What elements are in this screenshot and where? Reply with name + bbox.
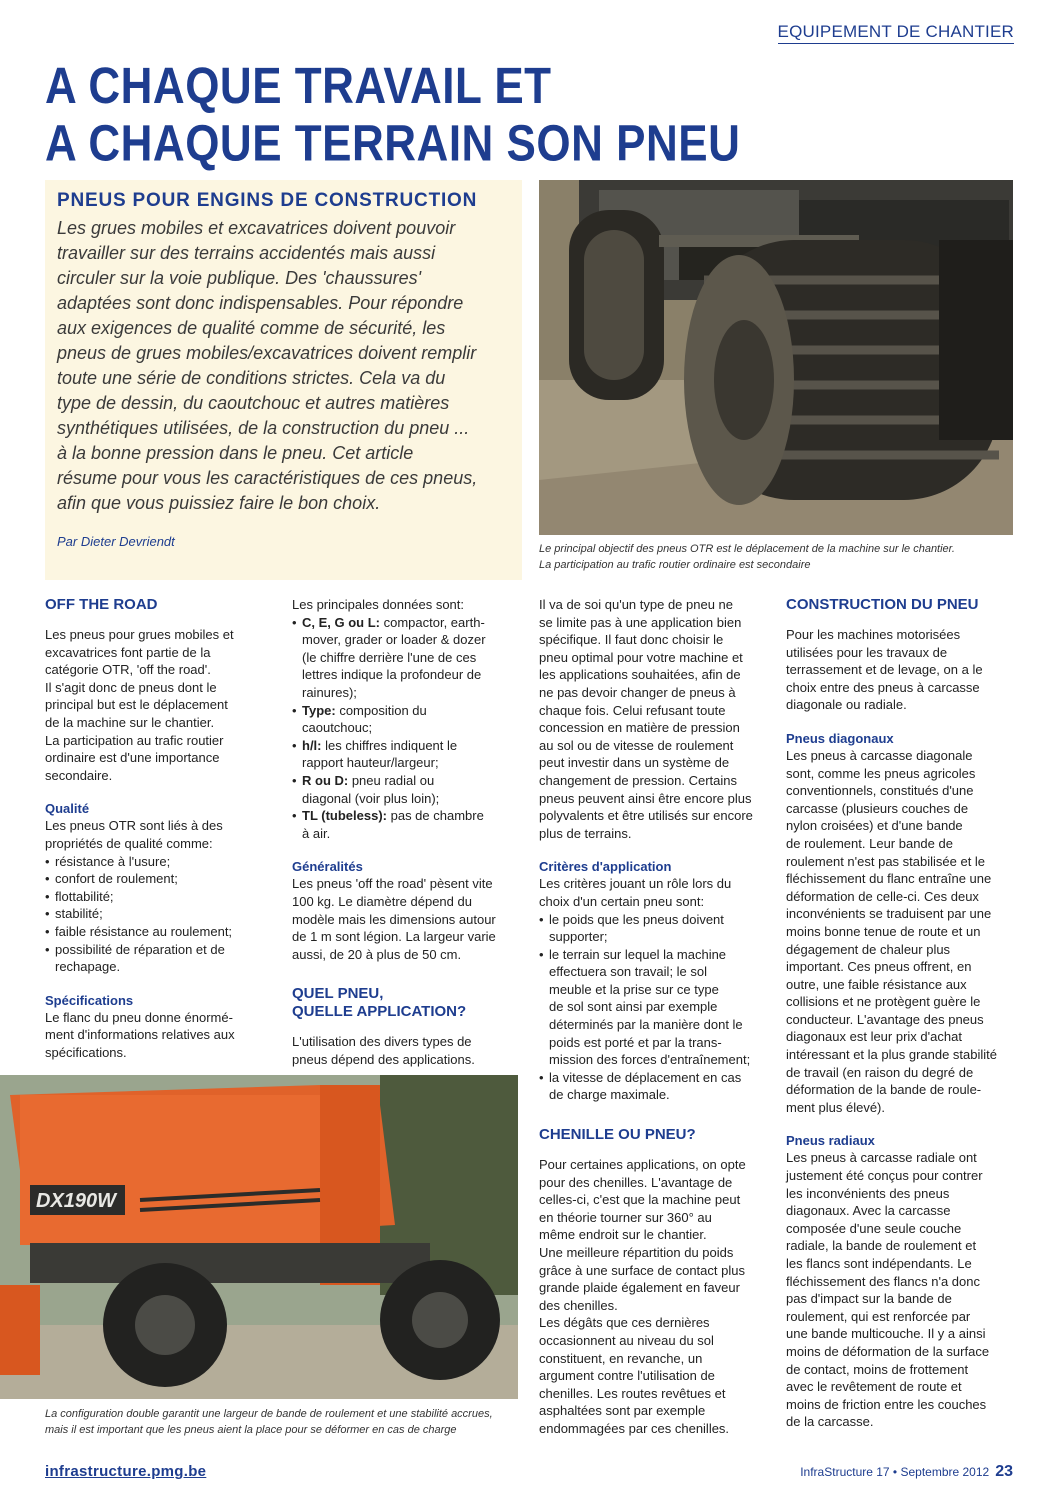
text-line: carcasse (plusieurs couches de bbox=[786, 800, 969, 816]
text-line: • C, E, G ou L: compactor, earth- bbox=[302, 614, 485, 630]
paragraph bbox=[539, 596, 769, 842]
text-line: endommagées par ces chenilles. bbox=[539, 1420, 730, 1436]
text-line: • R ou D: pneu radial ou bbox=[302, 772, 435, 788]
text-line: catégorie OTR, 'off the road'. bbox=[45, 662, 211, 678]
text-line: au sol ou de vitesse de roulement bbox=[539, 737, 734, 753]
text-line: pneu optimal pour votre machine et bbox=[539, 649, 743, 665]
footer-issue bbox=[800, 1463, 1013, 1481]
list-item bbox=[45, 888, 267, 906]
text-line: constituent, en revanche, un bbox=[539, 1350, 703, 1366]
text-line: pneus dépend des applications. bbox=[292, 1051, 475, 1067]
subheading-qualite: Qualité bbox=[45, 801, 90, 817]
text-line: des chenilles. bbox=[539, 1297, 618, 1313]
text-line: ment plus élevé). bbox=[786, 1099, 885, 1115]
spec-term: TL (tubeless): bbox=[302, 808, 387, 824]
text-line: • possibilité de réparation et de bbox=[55, 941, 225, 957]
text-line: de charge maximale. bbox=[549, 1087, 670, 1103]
heading-off-the-road: OFF THE ROAD bbox=[45, 596, 158, 613]
column-3 bbox=[539, 596, 769, 1438]
paragraph bbox=[786, 747, 1016, 1116]
list-item bbox=[45, 941, 267, 976]
caption-line: La configuration double garantit une largeur de bande de roulement et une stabilité accrues, bbox=[45, 1408, 493, 1420]
text-line: Les critères jouant un rôle lors du bbox=[539, 876, 732, 892]
text-line: (le chiffre derrière l'une de ces bbox=[302, 649, 477, 665]
text-line: intéressant et la plus grande stabilité bbox=[786, 1047, 998, 1063]
text-line: • résistance à l'usure; bbox=[55, 853, 171, 869]
list-item bbox=[45, 905, 267, 923]
text-line: excavatrices font partie de la bbox=[45, 644, 211, 660]
text-line: moins de déformation de la surface bbox=[786, 1343, 990, 1359]
text-line: polyvalents et être utilisés sur encore bbox=[539, 808, 753, 824]
subheading-radiaux: Pneus radiaux bbox=[786, 1133, 875, 1149]
top-photo-caption bbox=[539, 541, 1013, 573]
text-line: important. Ces pneus offrent, en bbox=[786, 959, 972, 975]
text-line: Il s'agit donc de pneus dont le bbox=[45, 679, 217, 695]
text-line: argument contre l'utilisation de bbox=[539, 1368, 715, 1384]
text-line: Les grues mobiles et excavatrices doivent pouvoir bbox=[57, 218, 456, 238]
page-title bbox=[45, 58, 805, 173]
text-line: fléchissement du flanc entraîne une bbox=[786, 871, 992, 887]
text-line: ordinaire est d'une importance bbox=[45, 750, 220, 766]
text-line: • h/l: les chiffres indiquent le bbox=[302, 737, 458, 753]
page-title-line-1: A CHAQUE TRAVAIL ET bbox=[45, 58, 552, 115]
text-line: mission des forces d'entraînement; bbox=[549, 1052, 751, 1068]
text-line: à air. bbox=[302, 825, 331, 841]
text-line: composée d'une seule couche bbox=[786, 1220, 962, 1236]
text-line: diagonale ou radiale. bbox=[786, 697, 907, 713]
caption-line: Le principal objectif des pneus OTR est le déplacement de la machine sur le chantier. bbox=[539, 543, 955, 555]
text-line: rechapage. bbox=[55, 959, 121, 975]
paragraph bbox=[292, 1033, 514, 1068]
column-1 bbox=[45, 596, 267, 1061]
list-item bbox=[539, 946, 769, 1069]
text-line: • flottabilité; bbox=[55, 888, 114, 904]
text-line: • confort de roulement; bbox=[55, 871, 178, 887]
heading-quel-pneu bbox=[292, 985, 514, 1021]
text-line: supporter; bbox=[549, 929, 608, 945]
text-line: résume pour vous les caractéristiques de ces pneus, bbox=[57, 468, 478, 488]
tire-photo bbox=[539, 180, 1013, 535]
text-line: Les pneus 'off the road' pèsent vite bbox=[292, 876, 493, 892]
text-line: • le poids que les pneus doivent bbox=[549, 911, 724, 927]
text-line: nylon croisées) et d'une bande bbox=[786, 818, 963, 834]
text-line: grande plaide également en faveur bbox=[539, 1280, 740, 1296]
paragraph bbox=[292, 875, 514, 963]
quality-list bbox=[45, 853, 267, 976]
text-line: Il va de soi qu'un type de pneu ne bbox=[539, 597, 734, 612]
text-line: celles-ci, c'est que la machine peut bbox=[539, 1192, 741, 1208]
text-line: rapport hauteur/largeur; bbox=[302, 755, 439, 771]
text-line: concession en matière de pression bbox=[539, 720, 740, 736]
text-line: moins de friction entre les couches bbox=[786, 1396, 987, 1412]
text-line: Les pneus OTR sont liés à des bbox=[45, 818, 223, 834]
text-line: terrassement et de levage, on a le bbox=[786, 662, 983, 678]
text-line: effectuera son travail; le sol bbox=[549, 964, 708, 980]
text-line: conventionnels, constitués d'une bbox=[786, 783, 974, 799]
text-line: plus de terrains. bbox=[539, 825, 632, 841]
text-line: radiale, la bande de roulement et bbox=[786, 1238, 977, 1254]
paragraph bbox=[45, 626, 267, 784]
text-line: avec le revêtement de route et bbox=[786, 1379, 962, 1395]
text-line: conducteur. L'avantage des pneus bbox=[786, 1011, 984, 1027]
intro-title: PNEUS POUR ENGINS DE CONSTRUCTION bbox=[57, 190, 478, 211]
text-line: asphaltées sont par exemple bbox=[539, 1403, 706, 1419]
text-line: grâce à une surface de contact plus bbox=[539, 1262, 745, 1278]
text-line: les flancs sont indépendants. Le bbox=[786, 1256, 972, 1271]
spec-term: R ou D: bbox=[302, 772, 349, 788]
text-line: pour des chenilles. L'avantage de bbox=[539, 1174, 733, 1190]
text-line: caoutchouc; bbox=[302, 720, 373, 736]
text-line: occasionnent au niveau du sol bbox=[539, 1332, 714, 1348]
list-item bbox=[539, 1069, 769, 1104]
text-line: Pour certaines applications, on opte bbox=[539, 1157, 746, 1173]
spec-item bbox=[292, 737, 514, 772]
spec-term: h/l: bbox=[302, 737, 322, 753]
text-line: • le terrain sur lequel la machine bbox=[549, 946, 727, 962]
text-line: outre, une faible résistance aux bbox=[786, 976, 967, 992]
text-line: synthétiques utilisées, de la construction du pneu ... bbox=[57, 418, 470, 438]
paragraph bbox=[45, 1009, 267, 1062]
text-line: en théorie tourner sur 360° au bbox=[539, 1209, 712, 1225]
text-line: changement de pression. Certains bbox=[539, 772, 738, 788]
text-line: dégagement de chaleur plus bbox=[786, 941, 951, 957]
text-line: lettres indique la profondeur de bbox=[302, 667, 482, 683]
paragraph bbox=[539, 875, 769, 910]
text-line: collisions et ne protègent guère le bbox=[786, 994, 981, 1010]
text-line: Les pneus pour grues mobiles et bbox=[45, 627, 234, 642]
issue-text: InfraStructure 17 • Septembre 2012 bbox=[800, 1465, 990, 1479]
text-line: diagonal (voir plus loin); bbox=[302, 790, 440, 806]
excavator-photo-illustration bbox=[0, 1075, 518, 1399]
text-line: pneus de grues mobiles/excavatrices doivent remplir bbox=[57, 343, 477, 363]
text-line: les inconvénients des pneus bbox=[786, 1185, 950, 1201]
text-line: sont, comme les pneus agricoles bbox=[786, 765, 976, 781]
text-line: toute une série de conditions strictes. Cela va du bbox=[57, 368, 446, 388]
list-item bbox=[45, 853, 267, 871]
paragraph bbox=[786, 1149, 1016, 1431]
text-line: • la vitesse de déplacement en cas bbox=[549, 1069, 742, 1085]
text-line: • faible résistance au roulement; bbox=[55, 923, 233, 939]
text-line: • Type: composition du bbox=[302, 702, 427, 718]
text-line: utilisées pour les travaux de bbox=[786, 644, 948, 660]
column-4 bbox=[786, 596, 1016, 1431]
text-line: propriétés de qualité comme: bbox=[45, 835, 213, 851]
text-line: modèle mais les dimensions autour bbox=[292, 911, 496, 927]
text-line: de contact, moins de frottement bbox=[786, 1361, 969, 1377]
text-line: poids est porté et par la trans- bbox=[549, 1034, 722, 1050]
text-line: chaque fois. Celui refusant toute bbox=[539, 702, 726, 718]
machine-label: DX190W bbox=[36, 1190, 117, 1212]
tire-photo-illustration bbox=[539, 180, 1013, 535]
text-line: Une meilleure répartition du poids bbox=[539, 1245, 734, 1260]
text-line: rainures); bbox=[302, 684, 357, 700]
text-line: pas d'impact sur la bande de bbox=[786, 1291, 952, 1307]
text-line: afin que vous puissiez faire le bon choix. bbox=[57, 493, 381, 513]
spec-item bbox=[292, 772, 514, 807]
subheading-specifications: Spécifications bbox=[45, 992, 134, 1008]
text-line: roulement, qui est renforcée par bbox=[786, 1308, 971, 1324]
text-line: de 1 m sont légion. La largeur varie bbox=[292, 929, 496, 945]
spec-item bbox=[292, 807, 514, 842]
text-line: diagonaux. Avec la carcasse bbox=[786, 1203, 951, 1219]
heading-chenille: CHENILLE OU PNEU? bbox=[539, 1126, 696, 1144]
text-line: peut investir dans un système de bbox=[539, 755, 730, 771]
column-2 bbox=[292, 596, 514, 1068]
text-line: roulement n'est pas stabilisée et le bbox=[786, 853, 986, 869]
intro-text bbox=[57, 216, 514, 516]
spec-term: Type: bbox=[302, 702, 336, 718]
text-line: de la carcasse. bbox=[786, 1414, 874, 1430]
caption-line: mais il est important que les pneus aient la place pour se déformer en cas de charge bbox=[45, 1424, 457, 1436]
text-line: pneus peuvent ainsi être encore plus bbox=[539, 790, 752, 806]
list-item bbox=[539, 911, 769, 946]
spec-item bbox=[292, 702, 514, 737]
page-number: 23 bbox=[995, 1463, 1013, 1480]
text-line: ne pas devoir changer de pneus à bbox=[539, 684, 736, 700]
specs-intro: Les principales données sont: bbox=[292, 597, 465, 612]
heading-line: QUELLE APPLICATION? bbox=[292, 1003, 467, 1021]
text-line: aux exigences de qualité comme de sécurité, les bbox=[57, 318, 446, 338]
heading-construction: CONSTRUCTION DU PNEU bbox=[786, 596, 979, 613]
text-line: meuble et la prise sur ce type bbox=[549, 981, 719, 997]
text-line: 100 kg. Le diamètre dépend du bbox=[292, 893, 472, 909]
section-tag: EQUIPEMENT DE CHANTIER bbox=[778, 22, 1014, 44]
text-line: de la machine sur le chantier. bbox=[45, 714, 215, 730]
byline: Par Dieter Devriendt bbox=[57, 534, 175, 549]
text-line: type de dessin, du caoutchouc et autres matières bbox=[57, 393, 450, 413]
subheading-criteres: Critères d'application bbox=[539, 859, 672, 875]
criteria-list bbox=[539, 911, 769, 1105]
text-line: Le flanc du pneu donne énormé- bbox=[45, 1009, 233, 1025]
text-line: choix d'un certain pneu sont: bbox=[539, 893, 705, 909]
page-title-line-2: A CHAQUE TERRAIN SON PNEU bbox=[45, 115, 741, 172]
text-line: les applications souhaitées, afin de bbox=[539, 667, 741, 683]
text-line: choix entre des pneus à carcasse bbox=[786, 679, 980, 695]
text-line: de travail (en raison du degré de bbox=[786, 1064, 974, 1080]
subheading-diagonaux: Pneus diagonaux bbox=[786, 730, 894, 746]
specs-list bbox=[292, 614, 514, 843]
text-line: déformation de celle-ci. Ces deux bbox=[786, 888, 979, 904]
text-line: principal but est le déplacement bbox=[45, 697, 228, 713]
spec-item bbox=[292, 614, 514, 702]
text-line: se limite pas à une application bien bbox=[539, 614, 742, 630]
text-line: circuler sur la voie publique. Des 'chaussures' bbox=[57, 268, 422, 288]
text-line: L'utilisation des divers types de bbox=[292, 1034, 472, 1050]
text-line: même endroit sur le chantier. bbox=[539, 1227, 707, 1243]
paragraph bbox=[786, 626, 1016, 714]
bottom-photo-caption bbox=[45, 1406, 525, 1438]
excavator-photo bbox=[0, 1075, 518, 1399]
text-line: de sol sont ainsi par exemple bbox=[549, 999, 718, 1015]
text-line: à la bonne pression dans le pneu. Cet article bbox=[57, 443, 414, 463]
text-line: diagonaux est leur prix d'achat bbox=[786, 1029, 962, 1045]
text-line: aussi, de 20 à plus de 50 cm. bbox=[292, 946, 462, 962]
text-line: chenilles. Les routes revêtues et bbox=[539, 1385, 726, 1401]
text-line: spécifique. Il faut donc choisir le bbox=[539, 632, 724, 648]
text-line: Pour les machines motorisées bbox=[786, 627, 961, 642]
subheading-generalites: Généralités bbox=[292, 859, 363, 875]
caption-line: La participation au trafic routier ordinaire est secondaire bbox=[539, 559, 811, 571]
heading-line: QUEL PNEU, bbox=[292, 985, 384, 1003]
text-line: moins bonne tenue de route et un bbox=[786, 923, 981, 939]
footer-url-link[interactable]: infrastructure.pmg.be bbox=[45, 1463, 207, 1480]
paragraph bbox=[45, 817, 267, 852]
text-line: une bande multicouche. Il y a ainsi bbox=[786, 1326, 986, 1342]
intro-box bbox=[45, 180, 522, 580]
text-line: Les pneus à carcasse diagonale bbox=[786, 747, 973, 763]
text-line: inconvénients se traduisent par une bbox=[786, 906, 992, 922]
text-line: de roulement. Leur bande de bbox=[786, 835, 953, 851]
spec-term: C, E, G ou L: bbox=[302, 614, 380, 630]
text-line: Les pneus à carcasse radiale ont bbox=[786, 1150, 977, 1166]
text-line: mover, grader or loader & dozer bbox=[302, 632, 486, 648]
text-line: déformation de la bande de roule- bbox=[786, 1082, 982, 1098]
list-item bbox=[45, 923, 267, 941]
paragraph bbox=[539, 1156, 769, 1438]
text-line: justement été conçus pour contrer bbox=[786, 1168, 983, 1184]
text-line: • stabilité; bbox=[55, 906, 103, 922]
text-line: ment d'informations relatives aux bbox=[45, 1027, 235, 1043]
list-item bbox=[45, 870, 267, 888]
text-line: travailler sur des terrains accidentés mais aussi bbox=[57, 243, 436, 263]
text-line: déterminés par la manière dont le bbox=[549, 1017, 743, 1033]
text-line: • TL (tubeless): pas de chambre bbox=[302, 808, 484, 824]
text-line: La participation au trafic routier bbox=[45, 732, 224, 748]
text-line: secondaire. bbox=[45, 767, 113, 783]
text-line: spécifications. bbox=[45, 1044, 127, 1060]
text-line: adaptées sont donc indispensables. Pour répondre bbox=[57, 293, 464, 313]
text-line: Les dégâts que ces dernières bbox=[539, 1315, 710, 1331]
text-line: fléchissement des flancs n'a donc bbox=[786, 1273, 980, 1289]
